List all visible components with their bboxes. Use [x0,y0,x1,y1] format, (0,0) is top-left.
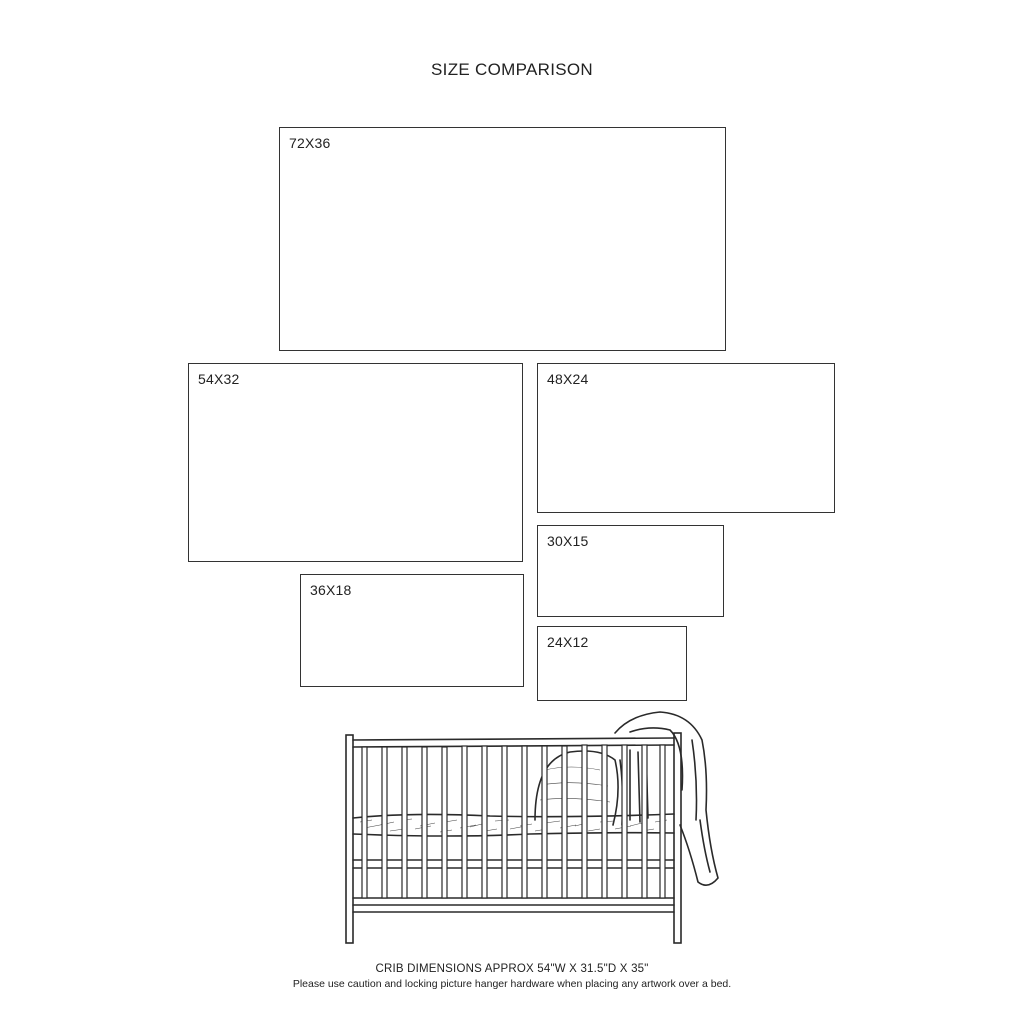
frame-label: 36X18 [310,582,352,598]
frame-label: 30X15 [547,533,589,549]
page-title: SIZE COMPARISON [431,60,593,79]
frame-36x18 [300,574,524,687]
frame-24x12 [537,626,687,701]
crib-dimensions-caption: CRIB DIMENSIONS APPROX 54"W X 31.5"D X 35" [375,963,649,975]
frame-30x15 [537,525,724,617]
frame-54x32 [188,363,523,562]
frame-label: 72X36 [289,135,331,151]
frame-72x36 [279,127,726,351]
frame-48x24 [537,363,835,513]
caution-note: Please use caution and locking picture hanger hardware when placing any artwork over a bed. [292,978,732,990]
crib-illustration [330,700,740,960]
frame-label: 54X32 [198,371,240,387]
frame-label: 24X12 [547,634,589,650]
frame-label: 48X24 [547,371,589,387]
